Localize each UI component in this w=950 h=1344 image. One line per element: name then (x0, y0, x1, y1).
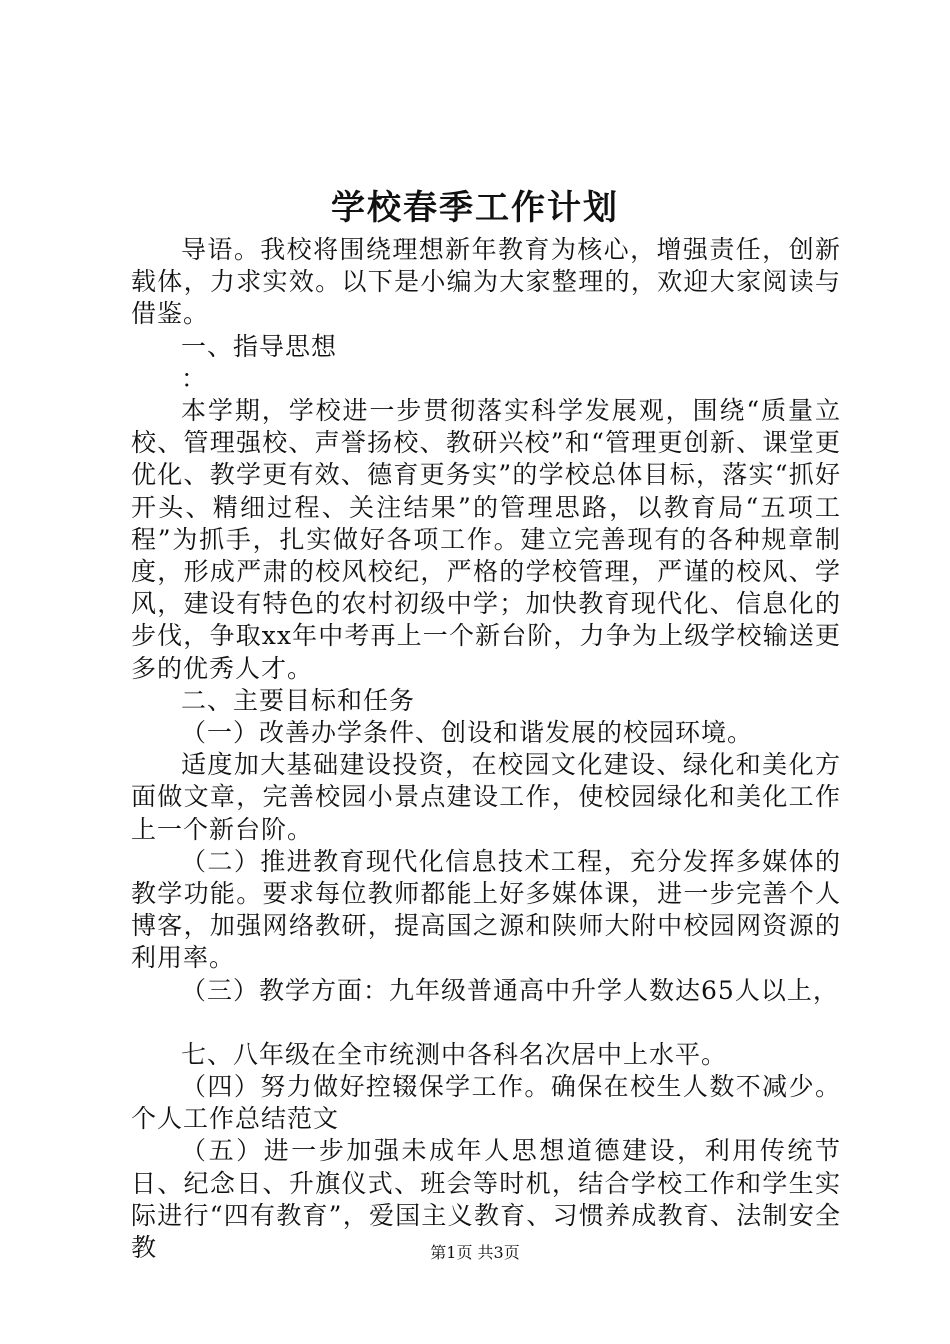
paragraph-item-4: （四）努力做好控辍保学工作。确保在校生人数不减少。个人工作总结范文 (131, 1072, 841, 1134)
paragraph-item-2: （二）推进教育现代化信息技术工程，充分发挥多媒体的教学功能。要求每位教师都能上好多媒体课，进一步完善个人博客，加强网络教研，提高国之源和陕师大附中校园网资源的利用率。 (131, 846, 841, 973)
paragraph-grades-7-8: 七、八年级在全市统测中各科名次居中上水平。 (181, 1039, 728, 1069)
blank-line (131, 1007, 841, 1039)
paragraph-semester-overview: 本学期，学校进一步贯彻落实科学发展观，围绕“质量立校、管理强校、声誉扬校、教研兴校”和“管理更创新、课堂更优化、教学更有效、德育更务实”的学校总体目标，落实“抓好开头、精细过程、关注结果”的管理思路，以教育局“五项工程”为抓手，扎实做好各项工作。建立完善现有的各种规章制度，形成严肃的校风校纪，严格的学校管理，严谨的校风、学风，建设有特色的农村初级中学；加快教育现代化、信息化的步伐，争取xx年中考再上一个新台阶，力争为上级学校输送更多的优秀人才。 (131, 396, 841, 683)
paragraph-infrastructure: 适度加大基础建设投资，在校园文化建设、绿化和美化方面做文章，完善校园小景点建设工作，使校园绿化和美化工作上一个新台阶。 (131, 750, 841, 844)
document-title: 学校春季工作计划 (331, 188, 619, 228)
paragraph-item-5: （五）进一步加强未成年人思想道德建设，利用传统节日、纪念日、升旗仪式、班会等时机，结合学校工作和学生实际进行“四有教育”，爱国主义教育、习惯养成教育、法制安全教 (131, 1136, 841, 1263)
paragraph-item-1: （一）改善办学条件、创设和谐发展的校园环境。 (181, 718, 754, 748)
heading-guiding-thought: 一、指导思想 (181, 331, 338, 361)
paragraph-intro: 导语。我校将围绕理想新年教育为核心，增强责任，创新载体，力求实效。以下是小编为大家整理的，欢迎大家阅读与借鉴。 (131, 235, 841, 329)
page-footer: 第1页 共3页 (430, 1243, 520, 1262)
heading-goals-tasks: 二、主要目标和任务 (181, 685, 416, 715)
paragraph-colon: ： (181, 363, 208, 393)
document-body (131, 234, 841, 1264)
paragraph-item-3: （三）教学方面：九年级普通高中升学人数达65人以上， (181, 975, 839, 1005)
